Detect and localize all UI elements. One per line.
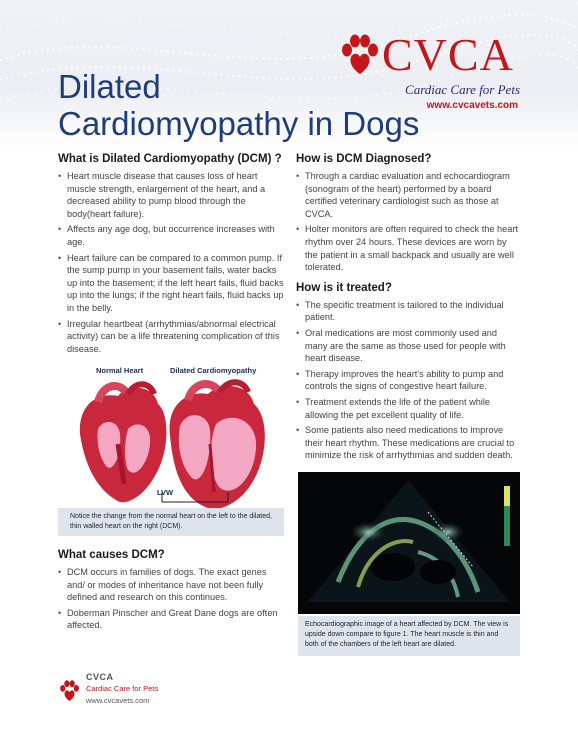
list-item: • Doberman Pinscher and Great Dane dogs are often affected. [58, 607, 284, 632]
dcm-heart-shape [170, 382, 265, 509]
footer-tagline: Cardiac Care for Pets [86, 684, 159, 693]
list-item: • Irregular heartbeat (arrhythmias/abnormal electrical activity) can be a life threatening complication of this disease. [58, 318, 284, 356]
causes-heading: What causes DCM? [58, 549, 165, 561]
paw-heart-icon [58, 680, 80, 702]
what-is-list [58, 170, 284, 355]
list-item: • Heart failure can be compared to a common pump. If the sump pump in your basement fails, water backs up into the basement; if the left heart fails, fluid backs up into the lungs; if the right heart fails, fluid backs up in the belly. [58, 252, 284, 315]
echocardiogram-image [298, 472, 520, 614]
diagnosed-list [296, 170, 520, 274]
brand-name: CVCA [382, 29, 514, 80]
label-dcm-heart: Dilated Cardiomyopathy [170, 366, 257, 375]
normal-heart-shape [80, 384, 167, 502]
brand-url[interactable]: www.cvcavets.com [426, 100, 518, 111]
section-right-column [296, 152, 520, 465]
list-item: • Treatment extends the life of the patient while allowing the pet excellent quality of life. [296, 396, 520, 421]
footer-url[interactable]: www.cvcavets.com [86, 696, 150, 705]
list-item: • The specific treatment is tailored to the individual patient. [296, 299, 520, 324]
list-item: • Affects any age dog, but occurrence increases with age. [58, 223, 284, 248]
title-line-2: Cardiomyopathy in Dogs [58, 105, 420, 142]
list-item: • Holter monitors are often required to check the heart rhythm over 24 hours. These devices are worn by the patient in a small backpack and usually are well tolerated. [296, 223, 520, 273]
list-item: • Some patients also need medications to improve their heart rhythm. These medications are crucial to minimize the risk of arrhythmias and sudden death. [296, 424, 520, 462]
page-title [58, 68, 419, 142]
treated-list [296, 299, 520, 462]
section-what-is [58, 152, 284, 358]
echo-drawing [298, 472, 520, 614]
title-line-1: Dilated [58, 68, 161, 105]
hearts-drawing [58, 374, 284, 522]
label-normal-heart: Normal Heart [96, 366, 144, 375]
echo-figure-caption: Echocardiographic image of a heart affected by DCM. The view is upside down compare to figure 1. The heart muscle is thin and both of the chambers of the left heart are dilated. [298, 616, 520, 656]
diagnosed-heading: How is DCM Diagnosed? [296, 153, 432, 165]
list-item: • Through a cardiac evaluation and echocardiogram (sonogram of the heart) performed by a board certified veterinary cardiologist such as those at CVCA. [296, 170, 520, 220]
footer-brand-name: CVCA [86, 672, 114, 682]
brand-tagline: Cardiac Care for Pets [405, 82, 520, 97]
causes-list [58, 566, 284, 632]
list-item: • Heart muscle disease that causes loss of heart muscle strength, enlargement of the heart, and a decreased ability to pump blood through the body(heart failure). [58, 170, 284, 220]
list-item: • Therapy improves the heart's ability to pump and controls the signs of congestive heart failure. [296, 368, 520, 393]
list-item: • Oral medications are most commonly used and many are the same as those used for people with heart disease. [296, 327, 520, 365]
list-item: • DCM occurs in families of dogs. The exact genes and/ or modes of inheritance have not been fully defined and research on this continues. [58, 566, 284, 604]
what-is-heading: What is Dilated Cardiomyopathy (DCM) ? [58, 153, 282, 165]
treated-heading: How is it treated? [296, 281, 392, 294]
footer-logo [58, 672, 198, 712]
section-causes [58, 548, 284, 635]
label-lvw: LVW [157, 488, 174, 497]
heart-figure-caption: Notice the change from the normal heart on the left to the dilated, thin walled heart on the right (DCM). [58, 508, 284, 536]
